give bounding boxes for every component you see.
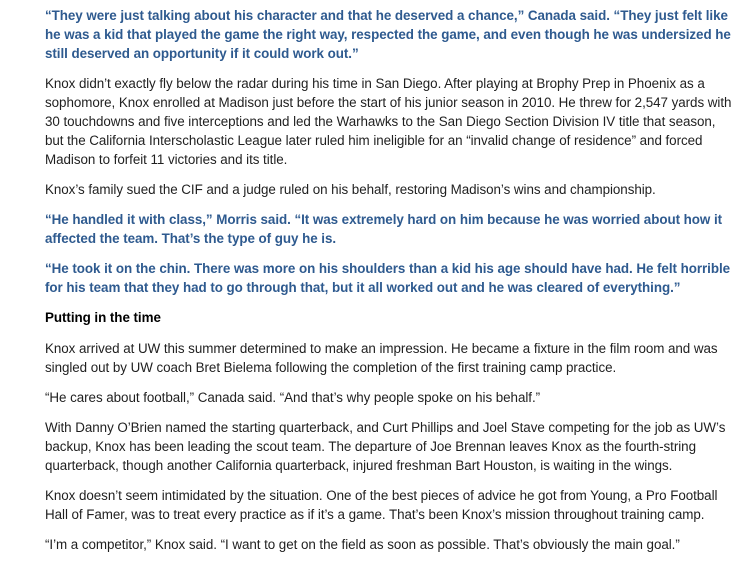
body-paragraph: With Danny O’Brien named the starting quarterback, and Curt Phillips and Joel Stave competing for the job as UW’s backup, Knox has been leading the scout team. The departure of Joe Brennan leaves Knox as the fourth-string quarterback, though another California quarterback, injured freshman Bart Houston, is waiting in the wings. <box>45 420 726 473</box>
quote-paragraph: “He handled it with class,” Morris said. “It was extremely hard on him because he was worried about how it affected the team. That’s the type of guy he is. <box>45 212 723 246</box>
body-paragraph: “He cares about football,” Canada said. “And that’s why people spoke on his behalf.” <box>45 390 541 405</box>
article-body <box>45 6 735 565</box>
section-heading: Putting in the time <box>45 310 161 325</box>
body-paragraph: Knox arrived at UW this summer determined to make an impression. He became a fixture in the film room and was singled out by UW coach Bret Bielema following the completion of the first training camp practice. <box>45 341 718 375</box>
body-paragraph: Knox didn’t exactly fly below the radar during his time in San Diego. After playing at Brophy Prep in Phoenix as a sophomore, Knox enrolled at Madison just before the start of his junior season in 2010. He threw for 2,547 yards with 30 touchdowns and five interceptions and led the Warhawks to the San Diego Section Division IV title that season, but the California Interscholastic League later ruled him ineligible for an “invalid change of residence” and forced Madison to forfeit 11 victories and its title. <box>45 76 732 167</box>
body-paragraph: Knox’s family sued the CIF and a judge ruled on his behalf, restoring Madison’s wins and championship. <box>45 182 656 197</box>
body-paragraph: Knox doesn’t seem intimidated by the situation. One of the best pieces of advice he got from Young, a Pro Football Hall of Famer, was to treat every practice as if it’s a game. That’s been Knox’s mission throughout training camp. <box>45 488 718 522</box>
quote-paragraph: “He took it on the chin. There was more on his shoulders than a kid his age should have had. He felt horrible for his team that they had to go through that, but it all worked out and he was cleared of everything.” <box>45 261 731 295</box>
body-paragraph: “I’m a competitor,” Knox said. “I want to get on the field as soon as possible. That’s obviously the main goal.” <box>45 537 680 552</box>
quote-paragraph: “They were just talking about his character and that he deserved a chance,” Canada said. “They just felt like he was a kid that played the game the right way, respected the game, and even though he was undersized he still deserved an opportunity if it could work out.” <box>45 8 731 61</box>
